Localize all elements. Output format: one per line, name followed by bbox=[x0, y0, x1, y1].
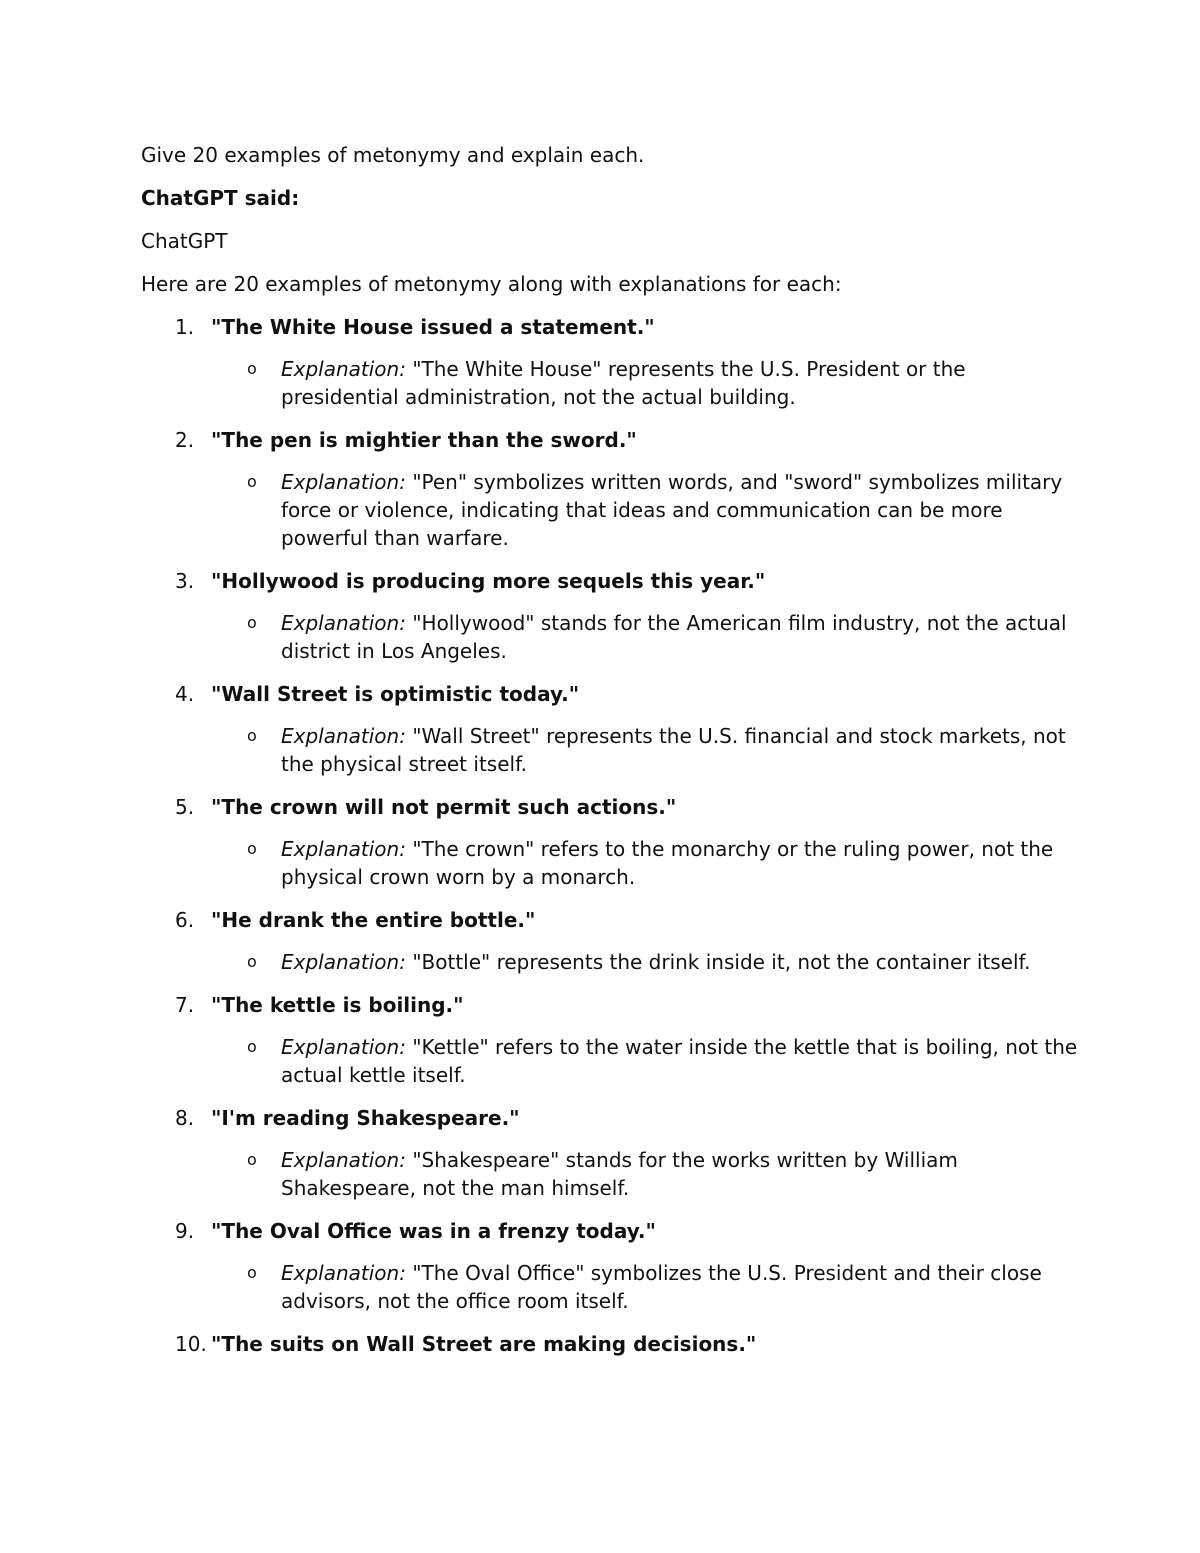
item-number: 5. bbox=[175, 795, 195, 819]
explanation bbox=[141, 1259, 1081, 1315]
explanation-text: "Kettle" refers to the water inside the kettle that is boiling, not the actual kettle itself. bbox=[281, 1035, 1078, 1087]
explanation-text: "Bottle" represents the drink inside it, not the container itself. bbox=[405, 950, 1031, 974]
explanation-label: Explanation: bbox=[281, 837, 406, 861]
example-quote bbox=[141, 426, 1081, 454]
list-item bbox=[141, 793, 1081, 891]
metonymy-list bbox=[141, 313, 1081, 1358]
example-quote-text: "He drank the entire bottle." bbox=[211, 908, 536, 932]
example-quote bbox=[141, 906, 1081, 934]
hollow-bullet-icon: o bbox=[247, 1263, 257, 1282]
example-quote bbox=[141, 313, 1081, 341]
explanation-label: Explanation: bbox=[281, 1148, 406, 1172]
hollow-bullet-icon: o bbox=[247, 726, 257, 745]
item-number: 10. bbox=[175, 1332, 207, 1356]
explanation bbox=[141, 1146, 1081, 1202]
explanation bbox=[141, 609, 1081, 665]
speaker-name: ChatGPT bbox=[141, 229, 228, 253]
list-item bbox=[141, 906, 1081, 976]
explanation bbox=[141, 835, 1081, 891]
item-number: 4. bbox=[175, 682, 195, 706]
explanation-label: Explanation: bbox=[281, 1261, 406, 1285]
item-number: 6. bbox=[175, 908, 195, 932]
explanation-text: "Wall Street" represents the U.S. financial and stock markets, not the physical street itself. bbox=[281, 724, 1066, 776]
explanation-label: Explanation: bbox=[281, 950, 406, 974]
explanation bbox=[141, 948, 1081, 976]
document-page bbox=[141, 141, 1081, 1372]
explanation-label: Explanation: bbox=[281, 1035, 406, 1059]
hollow-bullet-icon: o bbox=[247, 1150, 257, 1169]
list-item bbox=[141, 991, 1081, 1089]
list-item bbox=[141, 1104, 1081, 1202]
explanation-label: Explanation: bbox=[281, 724, 406, 748]
example-quote-text: "The suits on Wall Street are making decisions." bbox=[211, 1332, 757, 1356]
example-quote-text: "Wall Street is optimistic today." bbox=[211, 682, 580, 706]
example-quote-text: "I'm reading Shakespeare." bbox=[211, 1106, 520, 1130]
item-number: 1. bbox=[175, 315, 195, 339]
example-quote-text: "The crown will not permit such actions." bbox=[211, 795, 677, 819]
example-quote-text: "The pen is mightier than the sword." bbox=[211, 428, 637, 452]
example-quote bbox=[141, 680, 1081, 708]
explanation-text: "The White House" represents the U.S. President or the presidential administration, not the actual building. bbox=[281, 357, 966, 409]
item-number: 7. bbox=[175, 993, 195, 1017]
explanation-text: "Hollywood" stands for the American film industry, not the actual district in Los Angeles. bbox=[281, 611, 1067, 663]
example-quote-text: "Hollywood is producing more sequels this year." bbox=[211, 569, 766, 593]
speaker-heading: ChatGPT said: bbox=[141, 186, 300, 210]
explanation-text: "Pen" symbolizes written words, and "sword" symbolizes military force or violence, indicating that ideas and communication can be more powerful than warfare. bbox=[281, 470, 1063, 550]
item-number: 2. bbox=[175, 428, 195, 452]
explanation bbox=[141, 1033, 1081, 1089]
hollow-bullet-icon: o bbox=[247, 359, 257, 378]
example-quote bbox=[141, 793, 1081, 821]
explanation bbox=[141, 468, 1081, 552]
hollow-bullet-icon: o bbox=[247, 472, 257, 491]
explanation-label: Explanation: bbox=[281, 611, 406, 635]
example-quote bbox=[141, 991, 1081, 1019]
example-quote-text: "The kettle is boiling." bbox=[211, 993, 464, 1017]
intro-text: Here are 20 examples of metonymy along with explanations for each: bbox=[141, 272, 842, 296]
example-quote bbox=[141, 1217, 1081, 1245]
list-item bbox=[141, 567, 1081, 665]
user-prompt: Give 20 examples of metonymy and explain each. bbox=[141, 143, 645, 167]
explanation-label: Explanation: bbox=[281, 470, 406, 494]
hollow-bullet-icon: o bbox=[247, 613, 257, 632]
example-quote-text: "The White House issued a statement." bbox=[211, 315, 655, 339]
example-quote bbox=[141, 1104, 1081, 1132]
explanation bbox=[141, 722, 1081, 778]
list-item bbox=[141, 1217, 1081, 1315]
explanation-label: Explanation: bbox=[281, 357, 406, 381]
explanation-text: "Shakespeare" stands for the works written by William Shakespeare, not the man himself. bbox=[281, 1148, 958, 1200]
item-number: 9. bbox=[175, 1219, 195, 1243]
hollow-bullet-icon: o bbox=[247, 1037, 257, 1056]
hollow-bullet-icon: o bbox=[247, 952, 257, 971]
list-item bbox=[141, 1330, 1081, 1358]
explanation-text: "The crown" refers to the monarchy or the ruling power, not the physical crown worn by a monarch. bbox=[281, 837, 1054, 889]
list-item bbox=[141, 680, 1081, 778]
item-number: 8. bbox=[175, 1106, 195, 1130]
item-number: 3. bbox=[175, 569, 195, 593]
explanation-text: "The Oval Office" symbolizes the U.S. President and their close advisors, not the office room itself. bbox=[281, 1261, 1042, 1313]
example-quote-text: "The Oval Office was in a frenzy today." bbox=[211, 1219, 656, 1243]
explanation bbox=[141, 355, 1081, 411]
example-quote bbox=[141, 567, 1081, 595]
list-item bbox=[141, 426, 1081, 552]
example-quote bbox=[141, 1330, 1081, 1358]
list-item bbox=[141, 313, 1081, 411]
hollow-bullet-icon: o bbox=[247, 839, 257, 858]
